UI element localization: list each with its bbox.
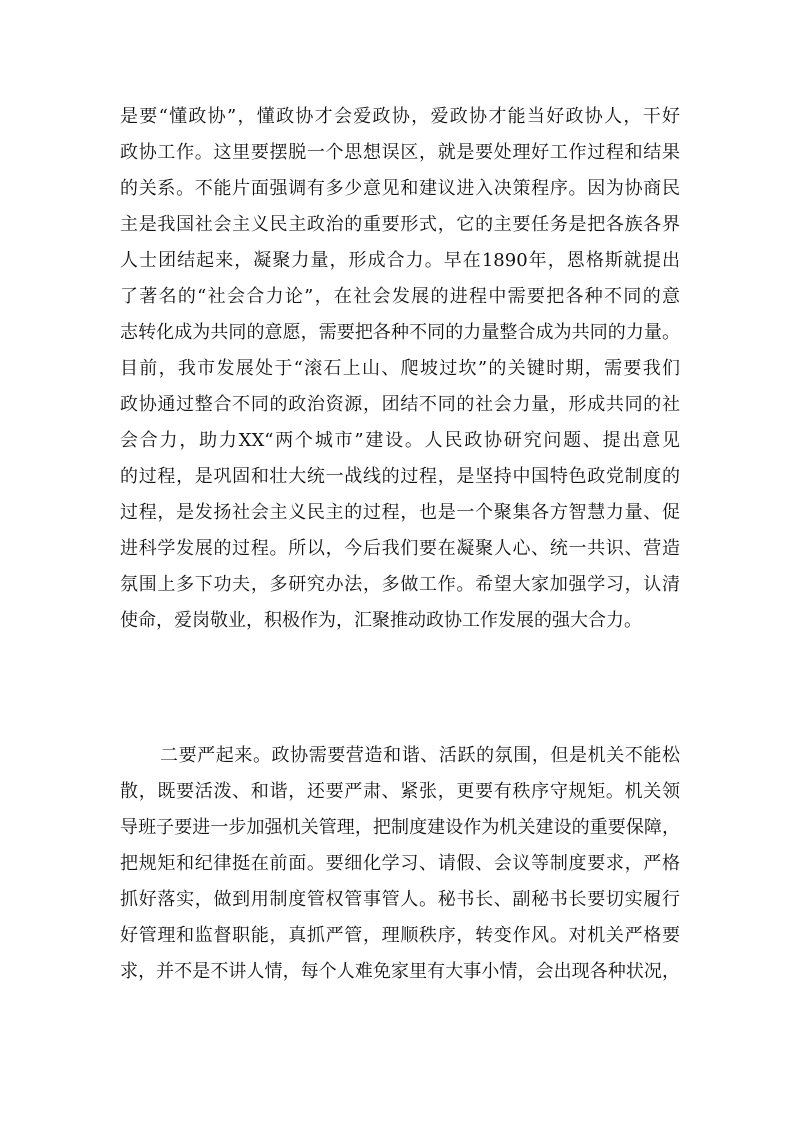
text-line: 抓好落实，做到用制度管权管事管人。秘书长、副秘书长要切实履行 [120,889,680,910]
text-line: 二要严起来。政协需要营造和谐、活跃的氛围，但是机关不能松 [160,745,680,766]
paragraph-2 [120,738,680,990]
text-line: 好管理和监督职能，真抓严管，理顺秩序，转变作风。对机关严格要 [120,925,680,946]
text-line: 是要“懂政协”，懂政协才会爱政协，爱政协才能当好政协人，干好 [120,106,680,127]
text-line: 散，既要活泼、和谐，还要严肃、紧张，更要有秩序守规矩。机关领 [120,781,680,802]
text-line: 人士团结起来，凝聚力量，形成合力。早在1890年，恩格斯就提出 [120,250,680,271]
text-line: 了著名的“社会合力论”，在社会发展的进程中需要把各种不同的意 [120,286,680,307]
text-line: 使命，爱岗敬业，积极作为，汇聚推动政协工作发展的强大合力。 [120,610,642,631]
text-line: 过程，是发扬社会主义民主的过程，也是一个聚集各方智慧力量、促 [120,502,680,523]
text-line: 政协通过整合不同的政治资源，团结不同的社会力量，形成共同的社 [120,394,680,415]
text-line: 求，并不是不讲人情，每个人难免家里有大事小情，会出现各种状况， [120,961,680,982]
text-line: 政协工作。这里要摆脱一个思想误区，就是要处理好工作过程和结果 [120,142,680,163]
text-line: 氛围上多下功夫，多研究办法，多做工作。希望大家加强学习，认清 [120,574,680,595]
paragraph-1 [120,99,680,639]
text-line: 导班子要进一步加强机关管理，把制度建设作为机关建设的重要保障， [120,817,680,838]
text-line: 的过程，是巩固和壮大统一战线的过程，是坚持中国特色政党制度的 [120,466,680,487]
text-line: 把规矩和纪律挺在前面。要细化学习、请假、会议等制度要求，严格 [120,853,680,874]
text-line: 会合力，助力XX“两个城市”建设。人民政协研究问题、提出意见 [120,430,680,451]
text-line: 主是我国社会主义民主政治的重要形式，它的主要任务是把各族各界 [120,214,680,235]
text-line: 的关系。不能片面强调有多少意见和建议进入决策程序。因为协商民 [120,178,680,199]
text-line: 目前，我市发展处于“滚石上山、爬坡过坎”的关键时期，需要我们 [120,358,680,379]
text-line: 进科学发展的过程。所以，今后我们要在凝聚人心、统一共识、营造 [120,538,680,559]
text-line: 志转化成为共同的意愿，需要把各种不同的力量整合成为共同的力量。 [120,322,680,343]
